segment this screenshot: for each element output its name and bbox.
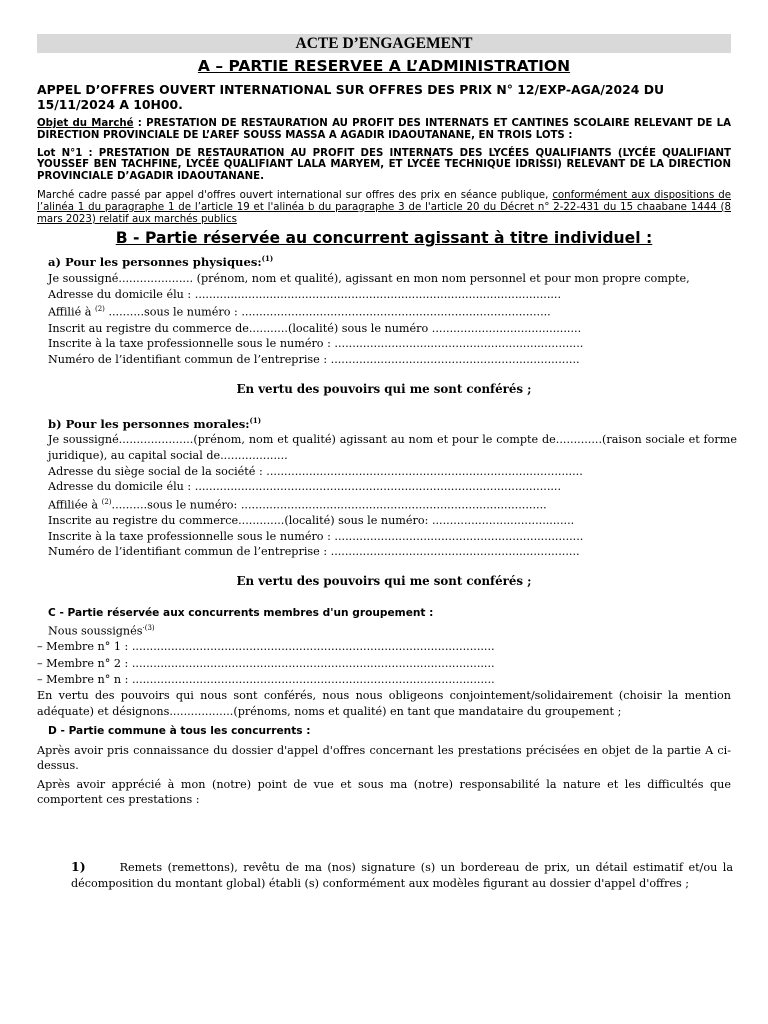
- form-line: Adresse du siège social de la société : .........................................................................................: [48, 464, 583, 478]
- form-line: Inscrite au registre du commerce.............(localité) sous le numéro: ........................................: [48, 514, 575, 528]
- section-c-heading: C - Partie réservée aux concurrents membres d'un groupement :: [48, 606, 434, 619]
- section-d-paragraph: Après avoir pris connaissance du dossier d'appel d'offres concernant les prestations précisées en objet de la partie A ci-dessus.: [37, 743, 731, 773]
- document-page: [37, 34, 737, 891]
- form-line: Inscrit au registre du commerce de...........(localité) sous le numéro ..........................................: [48, 321, 582, 335]
- section-c-block: [37, 606, 731, 720]
- footnote-ref: (2): [101, 497, 112, 506]
- nous-soussignes: [48, 621, 731, 639]
- item-number: 1): [71, 858, 86, 874]
- form-line: Inscrite à la taxe professionnelle sous le numéro : ......................................................................: [48, 529, 584, 543]
- personnes-morales-block: [37, 412, 737, 588]
- section-b-heading: B - Partie réservée au concurrent agissant à titre individuel :: [115, 229, 653, 248]
- objet-label: Objet du Marché: [37, 118, 134, 129]
- membre-line: – Membre n° 2 : ......................................................................................................: [37, 656, 495, 670]
- affiliee-label: Affiliée à: [48, 498, 102, 512]
- item-text: Remets (remettons), revêtu de ma (nos) signature (s) un bordereau de prix, un détail estimatif et/ou la décomposition du montant global) établi (s) conformément aux modèles figurant au dossier d'appel d'offres ;: [71, 860, 733, 890]
- document-title: ACTE D’ENGAGEMENT: [37, 34, 731, 53]
- form-line: Numéro de l’identifiant commun de l’entreprise : ......................................................................: [48, 352, 580, 366]
- footnote-ref: (1): [249, 415, 262, 425]
- affilie-label: Affilié à: [48, 306, 95, 320]
- membre-line: – Membre n° n : ......................................................................................................: [37, 673, 495, 687]
- groupement-engagement: En vertu des pouvoirs qui nous sont conférés, nous nous obligeons conjointement/solidairement (choisir la mention adéquate) et désignons..................(prénoms, noms et qualité) en tant que mandataire du groupement ;: [37, 689, 731, 719]
- objet-text: PRESTATION DE RESTAURATION AU PROFIT DES INTERNATS ET CANTINES SCOLAIRE RELEVANT DE LA DIRECTION PROVINCIALE DE L’AREF SOUSS MASSA A AGADIR IDAOUTANANE, EN TROIS LOTS :: [37, 118, 731, 141]
- form-line: Adresse du domicile élu : .......................................................................................................: [48, 480, 562, 494]
- affiliee-rest: ..........sous le numéro: ......................................................................................: [111, 498, 547, 512]
- lot-description: Lot N°1 : PRESTATION DE RESTAURATION AU PROFIT DES INTERNATS DES LYCÉES QUALIFIANTS (LYCÉE QUALIFIANT YOUSSEF BEN TACHFINE, LYCÉE QUALIFIANT LALA MARYEM, ET LYCÉE TECHNIQUE IDRISSI) RELEVANT DE LA DIRECTION PROVINCIALE D’AGADIR IDAOUTANANE.: [37, 147, 731, 183]
- form-line: Inscrite à la taxe professionnelle sous le numéro : ......................................................................: [48, 337, 584, 351]
- personnes-physiques-block: [37, 250, 731, 395]
- footnote-ref: (2): [94, 305, 105, 314]
- physiques-title-text: a) Pour les personnes physiques:: [48, 255, 262, 270]
- morales-title: [48, 412, 731, 433]
- appel-offres-heading: APPEL D’OFFRES OUVERT INTERNATIONAL SUR OFFRES DES PRIX N° 12/EXP-AGA/2024 DU 15/11/2024 A 10H00.: [37, 82, 665, 112]
- form-line: Je soussigné..................... (prénom, nom et qualité), agissant en mon nom personnel et pour mon propre compte,: [48, 272, 690, 286]
- morales-title-text: b) Pour les personnes morales:: [48, 416, 250, 431]
- section-a-heading: A – PARTIE RESERVEE A L’ADMINISTRATION: [197, 57, 571, 75]
- physiques-title: [48, 250, 731, 271]
- cadre-legal-reference: conformément aux dispositions de l’alinéa 1 du paragraphe 1 de l’article 19 et l'alinéa b du paragraphe 3 de l'article 20 du Décret n° 2-22-431 du 15 chaabane 1444 (8 mars 2023) relatif aux marchés publics: [37, 189, 731, 225]
- affilie-rest: ..........sous le numéro : .......................................................................................: [104, 306, 551, 320]
- section-d-block: [37, 723, 731, 892]
- section-d-paragraph: Après avoir apprécié à mon (notre) point de vue et sous ma (notre) responsabilité la nature et les difficultés que comportent ces prestations :: [37, 777, 731, 807]
- form-line: Adresse du domicile élu : .......................................................................................................: [48, 287, 562, 301]
- marche-cadre-paragraph: [37, 190, 731, 225]
- footnote-ref: (1): [261, 254, 274, 264]
- objet-du-marche: [37, 118, 731, 142]
- engagement-item-1: [71, 859, 733, 891]
- cadre-text: Marché cadre passé par appel d'offres ouvert international sur offres des prix en séance publique,: [37, 189, 553, 201]
- section-d-heading: D - Partie commune à tous les concurrents :: [48, 724, 311, 737]
- form-line-affilie: [48, 302, 731, 320]
- footnote-ref: ·(3): [142, 623, 155, 632]
- form-line-affiliee: [48, 495, 731, 513]
- objet-separator: :: [133, 118, 147, 129]
- form-line: Numéro de l’identifiant commun de l’entreprise : ......................................................................: [48, 545, 580, 559]
- form-line-soussigne: Je soussigné.....................(prénom, nom et qualité) agissant au nom et pour le compte de.............(raison sociale et forme juridique), au capital social de...................: [48, 433, 737, 462]
- membre-line: – Membre n° 1 : ......................................................................................................: [37, 640, 495, 654]
- pouvoirs-statement: En vertu des pouvoirs qui me sont conférés ;: [236, 381, 532, 396]
- nous-label: Nous soussignés: [48, 624, 143, 638]
- pouvoirs-statement: En vertu des pouvoirs qui me sont conférés ;: [236, 573, 532, 588]
